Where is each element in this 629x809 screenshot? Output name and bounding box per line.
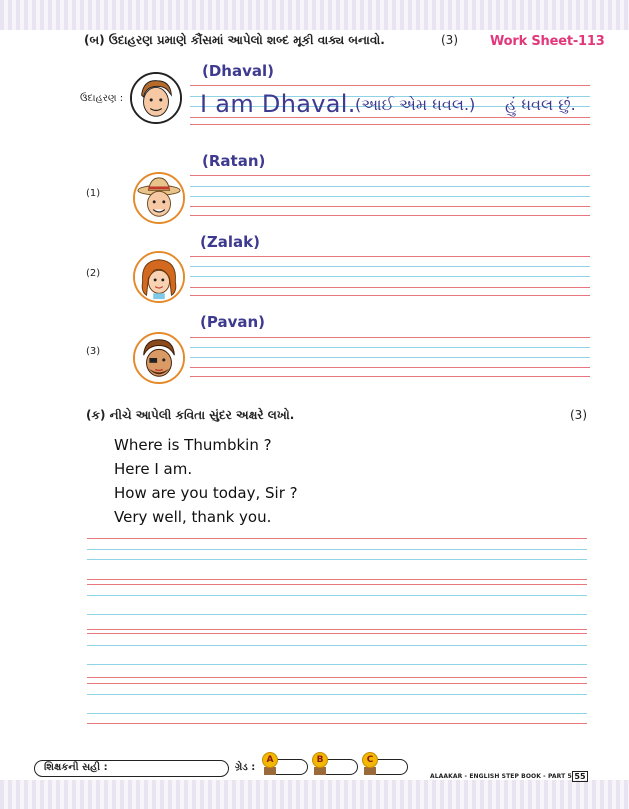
trophy-stand-icon: [314, 767, 326, 775]
section-b-title: (બ) ઉદાહરણ પ્રમાણે કૌંસમાં આપેલો શબ્દ મૂકી વાક્ય બનાવો.: [84, 33, 385, 47]
rule: [190, 287, 590, 288]
poem-line: How are you today, Sir ?: [114, 484, 298, 502]
item-number: (1): [86, 188, 101, 199]
zalak-avatar: [133, 251, 185, 303]
rule: [190, 376, 590, 377]
poem-line: Where is Thumbkin ?: [114, 436, 272, 454]
rule: [190, 367, 590, 368]
grade-badge-a: A: [262, 752, 278, 768]
example-label: ઉદાહરણ :: [80, 93, 124, 104]
grade-badge-c: C: [362, 752, 378, 768]
boy-face-icon: [132, 74, 180, 122]
grade-label: ગ્રેડ :: [235, 762, 256, 773]
rule: [190, 347, 590, 348]
rule: [87, 584, 587, 585]
rule: [87, 538, 587, 539]
rule: [190, 266, 590, 267]
dhaval-avatar: [130, 72, 182, 124]
rule: [87, 677, 587, 678]
example-sentence-guj: હું ધવલ છું.: [505, 95, 576, 114]
rule: [190, 85, 590, 86]
poem-line: Very well, thank you.: [114, 508, 272, 526]
rule: [87, 559, 587, 560]
rule: [190, 215, 590, 216]
pavan-avatar: [133, 332, 185, 384]
rule: [190, 175, 590, 176]
item-name-pavan: (Pavan): [200, 313, 266, 331]
rule: [87, 645, 587, 646]
rule: [190, 295, 590, 296]
rule: [87, 713, 587, 714]
trophy-stand-icon: [264, 767, 276, 775]
rule: [87, 683, 587, 684]
rule: [190, 124, 590, 125]
teacher-signature-label: શિક્ષકની સહી :: [44, 762, 108, 773]
bottom-stripe-band: [0, 780, 629, 809]
pirate-face-icon: [135, 334, 183, 382]
section-k-title: (ક) નીચે આપેલી કવિતા સુંદર અક્ષરે લખો.: [86, 408, 295, 422]
cowboy-face-icon: [135, 174, 183, 222]
item-name-ratan: (Ratan): [202, 152, 266, 170]
rule: [87, 694, 587, 695]
ratan-avatar: [133, 172, 185, 224]
example-sentence-en: I am Dhaval.: [200, 90, 356, 118]
page-number: 55: [572, 771, 588, 782]
worksheet-number: Work Sheet-113: [490, 34, 605, 49]
trophy-stand-icon: [364, 767, 376, 775]
poem-line: Here I am.: [114, 460, 193, 478]
rule: [87, 595, 587, 596]
top-stripe-band: [0, 0, 629, 30]
example-name: (Dhaval): [202, 62, 275, 80]
rule: [87, 723, 587, 724]
rule: [87, 579, 587, 580]
example-sentence-pron: (આઈ એમ ધવલ.): [355, 95, 476, 114]
section-k-marks: (3): [570, 408, 587, 422]
rule: [190, 276, 590, 277]
book-title: ALAAKAR - ENGLISH STEP BOOK - PART 5: [430, 773, 572, 780]
item-number: (2): [86, 268, 101, 279]
item-name-zalak: (Zalak): [200, 233, 260, 251]
rule: [190, 186, 590, 187]
rule: [87, 664, 587, 665]
item-number: (3): [86, 346, 101, 357]
rule: [87, 629, 587, 630]
rule: [190, 196, 590, 197]
rule: [87, 549, 587, 550]
rule: [190, 357, 590, 358]
girl-face-icon: [135, 253, 183, 301]
poem: [114, 433, 298, 529]
rule: [190, 256, 590, 257]
rule: [190, 206, 590, 207]
rule: [87, 614, 587, 615]
section-b-marks: (3): [441, 33, 458, 47]
rule: [87, 633, 587, 634]
grade-badge-b: B: [312, 752, 328, 768]
rule: [190, 337, 590, 338]
